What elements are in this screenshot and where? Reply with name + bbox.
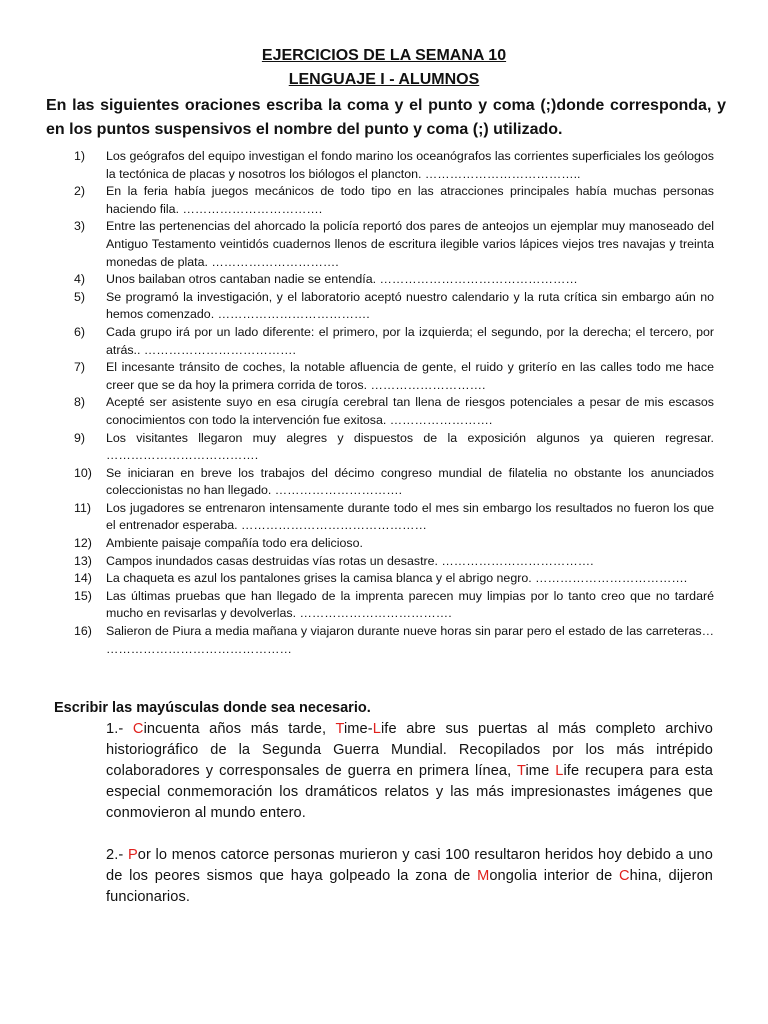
exercise-number: 7) bbox=[74, 360, 86, 375]
corrected-capital: M bbox=[477, 868, 490, 884]
exercise-number: 1) bbox=[74, 149, 86, 163]
exercise-number: 12) bbox=[74, 536, 92, 551]
exercise-item bbox=[74, 570, 714, 588]
exercise-item bbox=[74, 359, 714, 394]
exercise-item bbox=[74, 500, 714, 535]
corrected-capital: T bbox=[335, 721, 344, 737]
capitals-paragraph-1 bbox=[106, 719, 713, 824]
exercise-number: 14) bbox=[74, 571, 92, 586]
exercise-item bbox=[74, 465, 714, 500]
exercise-number: 4) bbox=[74, 272, 86, 287]
exercise-text: Entre las pertenencias del ahorcado la policía reportó dos pares de anteojos un ejemplar muy manoseado del Antiguo Testamento veintidós cuadernos llenos de escritura ilegible varios lápices viejos tres navajas y treinta monedas de plata. …………………………. bbox=[106, 219, 714, 269]
paragraph-text: ime bbox=[525, 763, 556, 779]
exercise-number: 11) bbox=[74, 500, 91, 515]
exercise-list bbox=[74, 148, 714, 658]
paragraph-text: ime- bbox=[343, 721, 373, 737]
exercise-item bbox=[74, 218, 714, 271]
document-title: EJERCICIOS DE LA SEMANA 10 bbox=[261, 47, 507, 64]
paragraph-text: 1.- bbox=[106, 721, 133, 737]
exercise-text: Unos bailaban otros cantaban nadie se entendía. ………………………………………… bbox=[106, 272, 578, 287]
exercise-item bbox=[74, 394, 714, 429]
exercise-number: 9) bbox=[74, 430, 86, 445]
exercise-number: 16) bbox=[74, 624, 92, 639]
section-title-capitals: Escribir las mayúsculas donde sea necesario. bbox=[54, 700, 371, 716]
exercise-text: Los geógrafos del equipo investigan el fondo marino los oceanógrafos las corrientes superficiales los geólogos la tectónica de placas y nosotros los biólogos el plancton. ……………………………….. bbox=[106, 149, 714, 181]
exercise-item bbox=[74, 430, 714, 465]
exercise-number: 3) bbox=[74, 219, 86, 234]
exercise-text: Acepté ser asistente suyo en esa cirugía cerebral tan llena de riesgos potenciales a pesar de mis escasos conocimientos con todo la intervención fue exitosa. ……………………. bbox=[106, 395, 714, 427]
exercise-item bbox=[74, 535, 714, 553]
exercise-text: Salieron de Piura a media mañana y viajaron durante nueve horas sin parar pero el estado de las carreteras… ……………………………………… bbox=[106, 624, 714, 656]
paragraph-text: incuenta años más tarde, bbox=[143, 721, 336, 737]
exercise-number: 2) bbox=[74, 184, 86, 199]
exercise-instruction: En las siguientes oraciones escriba la coma y el punto y coma (;)donde corresponda, y en los puntos suspensivos el nombre del punto y coma (;) utilizado. bbox=[46, 97, 726, 138]
exercise-text: El incesante tránsito de coches, la notable afluencia de gente, el ruido y griterío en las calles todo me hace creer que se da hoy la primera corrida de toros. ………………………. bbox=[106, 360, 714, 392]
exercise-item bbox=[74, 148, 714, 183]
exercise-number: 10) bbox=[74, 465, 92, 480]
capitals-paragraph-2 bbox=[106, 845, 713, 908]
corrected-capital: L bbox=[555, 763, 564, 779]
corrected-capital: C bbox=[619, 868, 630, 884]
paragraph-text: or lo menos catorce personas murieron y casi 100 resultaron heridos hoy debido a uno de los peores sismos que haya golpeado la zona de bbox=[106, 847, 713, 884]
paragraph-text: ife abre sus puertas al más completo archivo historiográfico de la Segunda Guerra Mundial. Recopilados por los más intrépido colaboradores y corresponsales de guerra en primera línea, bbox=[106, 721, 713, 779]
exercise-number: 6) bbox=[74, 324, 86, 339]
exercise-item bbox=[74, 271, 714, 289]
exercise-item bbox=[74, 289, 714, 324]
paragraph-text: ife recupera para esta especial conmemoración los dramáticos relatos y las más impresionastes imágenes que conmovieron al mundo entero. bbox=[106, 763, 713, 821]
paragraph-text: ongolia interior de bbox=[489, 868, 620, 884]
exercise-item bbox=[74, 324, 714, 359]
exercise-text: Se iniciaran en breve los trabajos del décimo congreso mundial de filatelia no obstante los anunciados coleccionistas no han llegado. …………………………. bbox=[106, 465, 714, 498]
exercise-item bbox=[74, 183, 714, 218]
exercise-number: 15) bbox=[74, 588, 92, 603]
paragraph-text: hina, dijeron funcionarios. bbox=[106, 868, 713, 905]
exercise-number: 8) bbox=[74, 395, 86, 410]
exercise-text: Ambiente paisaje compañía todo era delicioso. bbox=[106, 536, 363, 551]
corrected-capital: L bbox=[372, 721, 381, 737]
exercise-text: En la feria había juegos mecánicos de todo tipo en las atracciones principales había muchas personas haciendo fila. ……………………………. bbox=[106, 184, 714, 216]
corrected-capital: C bbox=[132, 721, 144, 737]
corrected-capital: T bbox=[516, 763, 526, 779]
exercise-number: 5) bbox=[74, 289, 86, 304]
exercise-number: 13) bbox=[74, 553, 92, 568]
exercise-text: Cada grupo irá por un lado diferente: el primero, por la izquierda; el segundo, por la derecha; el tercero, por atrás.. ………………………………. bbox=[106, 324, 714, 357]
corrected-capital: P bbox=[127, 847, 138, 863]
paragraph-text: 2.- bbox=[106, 847, 128, 863]
exercise-text: Las últimas pruebas que han llegado de la imprenta parecen muy limpias por lo tanto creo que no tardaré mucho en revisarlas y devolverlas. ………………………………. bbox=[106, 588, 714, 621]
exercise-text: Se programó la investigación, y el laboratorio aceptó nuestro calendario y la ruta crítica sin embargo aún no hemos comenzado. ………………………………. bbox=[106, 289, 714, 322]
exercise-item bbox=[74, 623, 714, 658]
exercise-item bbox=[74, 553, 714, 571]
exercise-text: Los visitantes llegaron muy alegres y dispuestos de la exposición algunos ya quieren regresar. ………………………………. bbox=[106, 430, 714, 463]
exercise-text: Los jugadores se entrenaron intensamente durante todo el mes sin embargo los resultados no fueron los que el entrenador esperaba. ……………………………………… bbox=[106, 500, 714, 533]
exercise-text: La chaqueta es azul los pantalones grises la camisa blanca y el abrigo negro. ………………………………. bbox=[106, 571, 688, 586]
exercise-text: Campos inundados casas destruidas vías rotas un desastre. ………………………………. bbox=[106, 553, 594, 568]
exercise-item bbox=[74, 588, 714, 623]
document-subtitle: LENGUAJE I - ALUMNOS bbox=[288, 71, 480, 88]
